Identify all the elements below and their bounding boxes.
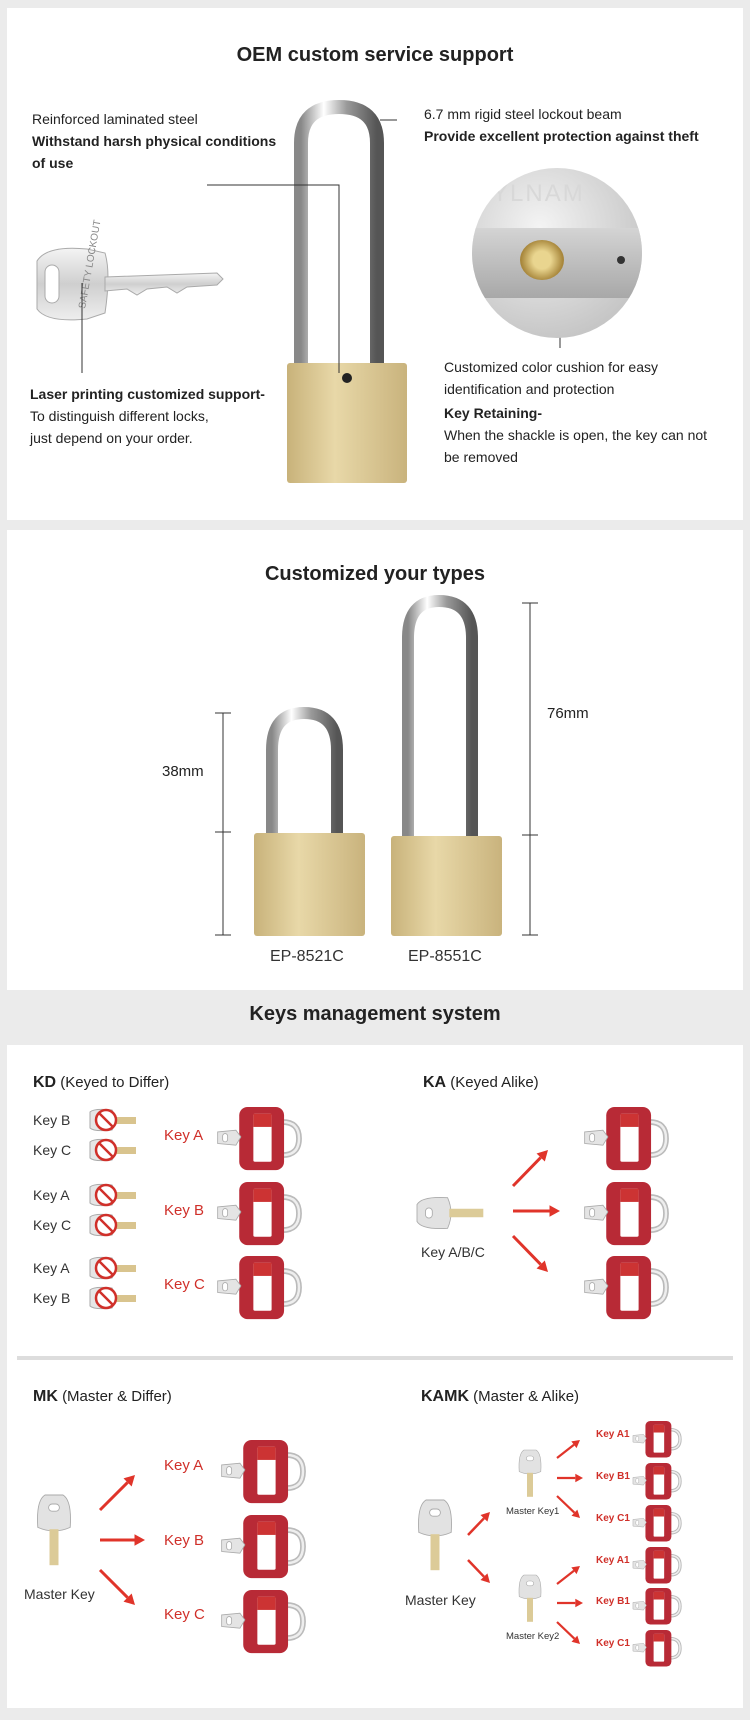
kamk-master-key2-label: Master Key2: [506, 1631, 560, 1642]
ka-desc: (Keyed Alike): [450, 1074, 539, 1091]
dim-short: 38mm: [162, 763, 204, 780]
ka-arrow-up: [513, 1150, 548, 1186]
ka-title: [423, 1074, 539, 1092]
mk-master-key-label: Master Key: [24, 1586, 95, 1602]
crossed-key-icon-2: [90, 1184, 136, 1205]
kamk-red-padlock-1: [633, 1463, 680, 1499]
kd-key-c-2: Key C: [33, 1217, 72, 1233]
kd-lock-a-label: Key A: [164, 1127, 204, 1144]
kamk-key-b1-1: Key B1: [596, 1471, 630, 1482]
kamk-red-padlock-5: [633, 1630, 680, 1666]
kd-abbr: KD: [33, 1074, 57, 1091]
kamk-title: [421, 1388, 579, 1406]
model-short: EP-8521C: [270, 948, 344, 965]
kamk-master-key2-icon: [519, 1575, 541, 1622]
mk-arrow-mid: [100, 1534, 145, 1546]
kamk-arrow-b1-2: [557, 1599, 583, 1607]
kd-red-padlock-1: [218, 1182, 299, 1245]
mk-abbr: MK: [33, 1388, 58, 1405]
section-divider: [17, 1356, 733, 1360]
kamk-arrow-down: [468, 1560, 490, 1583]
crossed-key-icon-1: [90, 1139, 136, 1160]
kamk-desc: (Master & Alike): [473, 1388, 580, 1405]
mk-arrow-down: [100, 1570, 135, 1605]
crossed-key-icon-5: [90, 1287, 136, 1308]
kd-title: [33, 1074, 169, 1092]
ka-arrow-down: [513, 1236, 548, 1272]
ka-red-padlock-2: [585, 1256, 666, 1319]
kamk-master-key-label: Master Key: [405, 1592, 476, 1608]
kamk-arrow-c1-2: [557, 1622, 580, 1644]
kd-red-padlock-2: [218, 1256, 299, 1319]
crossed-key-icon-0: [90, 1109, 136, 1130]
ka-key-icon: [417, 1197, 483, 1228]
key-engraving: SAFETY LOCKOUT: [77, 219, 104, 310]
mk-desc: (Master & Differ): [62, 1388, 172, 1405]
retain-line2: be removed: [444, 449, 518, 465]
kd-desc: (Keyed to Differ): [60, 1074, 170, 1091]
mk-lock-c-label: Key C: [164, 1606, 205, 1623]
kd-red-padlock-0: [218, 1107, 299, 1170]
dim-long: 76mm: [547, 705, 589, 722]
kamk-key-b1-2: Key B1: [596, 1596, 630, 1607]
kamk-arrow-b1: [557, 1474, 583, 1482]
kamk-master-key-icon: [419, 1500, 452, 1570]
kamk-red-padlock-2: [633, 1505, 680, 1541]
mk-lock-b-label: Key B: [164, 1532, 205, 1549]
ka-red-padlock-0: [585, 1107, 666, 1170]
ka-abbr: KA: [423, 1074, 447, 1091]
laser-line3: just depend on your order.: [30, 430, 193, 446]
kd-key-b-1: Key B: [33, 1112, 71, 1128]
mk-master-key-icon: [38, 1495, 71, 1565]
keys-title: Keys management system: [249, 1003, 501, 1025]
kd-key-a-3: Key A: [33, 1260, 70, 1276]
beam-line1: 6.7 mm rigid steel lockout beam: [424, 106, 622, 122]
mk-red-padlock-1: [222, 1515, 303, 1578]
mk-title: [33, 1388, 172, 1406]
laser-line2: To distinguish different locks,: [30, 408, 209, 424]
brand-engraving: YLNAM: [492, 180, 585, 207]
crossed-key-icon-4: [90, 1257, 136, 1278]
ka-red-padlock-1: [585, 1182, 666, 1245]
kamk-arrow-a1: [557, 1440, 580, 1458]
kd-lock-b-label: Key B: [164, 1202, 205, 1219]
kamk-arrow-c1: [557, 1496, 580, 1518]
ka-key-abc-label: Key A/B/C: [421, 1244, 485, 1260]
kamk-arrow-a1-2: [557, 1566, 580, 1584]
steel-line3: of use: [32, 155, 74, 171]
kamk-master-key1-label: Master Key1: [506, 1506, 560, 1517]
retain-line1: When the shackle is open, the key can not: [444, 427, 708, 443]
kamk-abbr: KAMK: [421, 1388, 469, 1405]
kd-key-b-3: Key B: [33, 1290, 71, 1306]
kamk-key-c1-1: Key C1: [596, 1513, 630, 1524]
mk-red-padlock-0: [222, 1440, 303, 1503]
kamk-key-c1-2: Key C1: [596, 1638, 630, 1649]
cushion-line2: identification and protection: [444, 381, 615, 397]
mk-lock-a-label: Key A: [164, 1457, 204, 1474]
ka-arrow-mid: [513, 1205, 560, 1217]
kamk-key-a1-1: Key A1: [596, 1429, 630, 1440]
kamk-red-padlock-3: [633, 1547, 680, 1583]
kamk-red-padlock-4: [633, 1588, 680, 1624]
kamk-red-padlock-0: [633, 1421, 680, 1457]
kamk-master-key1-icon: [519, 1450, 541, 1497]
retain-title: Key Retaining-: [444, 405, 543, 421]
kd-key-a-2: Key A: [33, 1187, 70, 1203]
steel-line2: Withstand harsh physical conditions: [32, 133, 277, 149]
mk-red-padlock-2: [222, 1590, 303, 1653]
cushion-line1: Customized color cushion for easy: [444, 359, 658, 375]
oem-title: OEM custom service support: [236, 44, 514, 66]
kd-lock-c-label: Key C: [164, 1276, 205, 1293]
steel-line1: Reinforced laminated steel: [32, 111, 198, 127]
types-title: Customized your types: [264, 563, 486, 585]
kd-key-c-1: Key C: [33, 1142, 72, 1158]
mk-arrow-up: [100, 1475, 135, 1510]
laser-line1: Laser printing customized support-: [30, 386, 265, 402]
kamk-key-a1-2: Key A1: [596, 1555, 630, 1566]
kamk-arrow-up: [468, 1512, 490, 1535]
crossed-key-icon-3: [90, 1214, 136, 1235]
model-long: EP-8551C: [408, 948, 482, 965]
beam-line2: Provide excellent protection against theft: [424, 128, 699, 144]
